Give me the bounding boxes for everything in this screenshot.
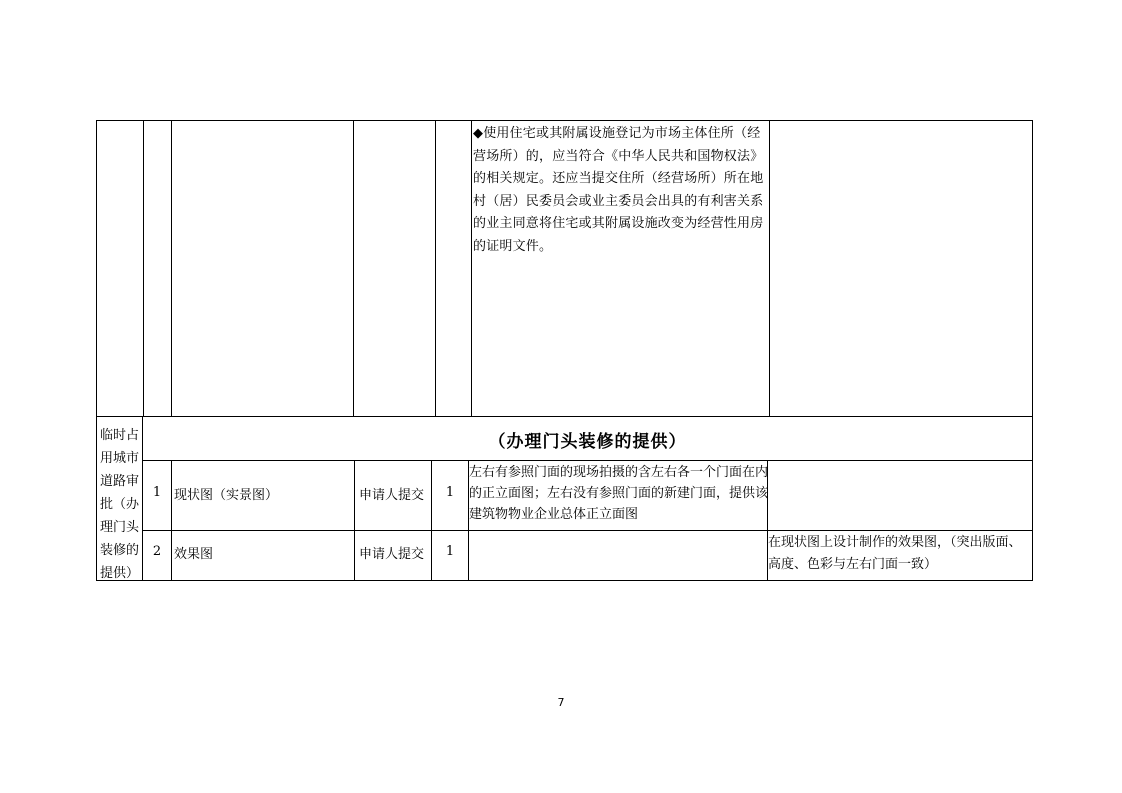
- row-number: 2: [152, 544, 162, 559]
- column-divider: [431, 461, 432, 580]
- material-name: 效果图: [174, 547, 214, 562]
- row-number: 1: [152, 485, 162, 500]
- column-divider: [143, 121, 144, 416]
- section-title: （办理门头装修的提供）: [488, 431, 687, 452]
- continued-table: [96, 120, 1033, 417]
- column-divider: [435, 121, 436, 416]
- column-divider: [471, 121, 472, 416]
- column-divider: [171, 461, 172, 580]
- column-divider: [171, 121, 172, 416]
- column-divider: [353, 121, 354, 416]
- page-number: 7: [557, 696, 565, 709]
- material-name: 现状图（实景图）: [174, 488, 279, 503]
- row-divider: [143, 530, 1032, 531]
- material-source: 申请人提交: [359, 488, 425, 503]
- requirement-text: ◆使用住宅或其附属设施登记为市场主体住所（经营场所）的，应当符合《中华人民共和国物权法》的相关规定。还应当提交住所（经营场所）所在地村（居）民委员会或业主委员会出具的有利害关系的业主同意将住宅或其附属设施改变为经营性用房的证明文件。: [473, 126, 764, 254]
- copy-count: 1: [445, 485, 455, 500]
- category-cell: 临时占用城市道路审批（办理门头装修的提供）: [100, 428, 140, 581]
- door-decoration-table: [96, 416, 1033, 581]
- material-note: 在现状图上设计制作的效果图，（突出版面、高度、色彩与左右门面一致）: [768, 535, 1022, 572]
- material-source: 申请人提交: [359, 547, 425, 562]
- column-divider: [354, 461, 355, 580]
- material-requirement: 左右有参照门面的现场拍摄的含左右各一个门面在内的正立面图；左右没有参照门面的新建门面，提供该建筑物物业企业总体正立面图: [469, 465, 769, 522]
- copy-count: 1: [445, 544, 455, 559]
